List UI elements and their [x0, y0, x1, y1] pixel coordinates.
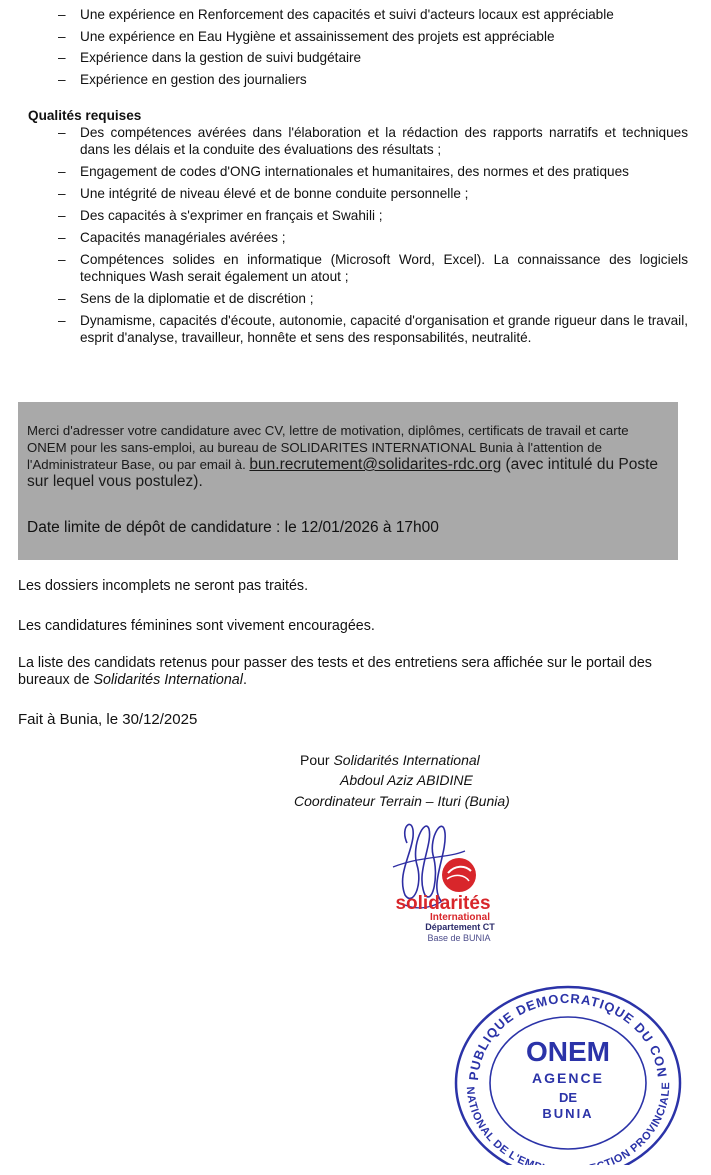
solidarites-logo-stamp — [385, 815, 515, 950]
qualities-list — [58, 124, 688, 351]
list-item: – Engagement de codes d'ONG internationales et humanitaires, des normes et des pratiques — [58, 164, 629, 179]
shortlist-note: La liste des candidats retenus pour passer des tests et des entretiens sera affichée sur le portail des bureaux de Solidarités International. — [18, 655, 652, 688]
signature-pour: Pour Solidarités International — [300, 752, 480, 768]
svg-text:AGENCE: AGENCE — [532, 1070, 604, 1086]
svg-text:Département CT: Département CT — [425, 922, 495, 932]
signatory-title: Coordinateur Terrain – Ituri (Bunia) — [294, 793, 510, 809]
place-date: Fait à Bunia, le 30/12/2025 — [18, 711, 198, 728]
women-note: Les candidatures féminines sont vivement encouragées. — [18, 618, 375, 634]
svg-text:Base de BUNIA: Base de BUNIA — [427, 933, 491, 943]
list-item: – Une expérience en Eau Hygiène et assainissement des projets est appréciable — [58, 28, 555, 44]
onem-stamp — [444, 985, 692, 1165]
application-box — [18, 402, 678, 560]
svg-text:REPUBLIQUE DEMOCRATIQUE DU CON: PUBLIQUE DEMOCRATIQUE DU CON — [465, 990, 670, 1081]
application-instructions: Merci d'adresser votre candidature avec CV, lettre de motivation, diplômes, certificats de travail et carte ONEM pour les sans-emploi, au bureau de SOLIDARITES INTERNATIONAL Bunia à l'attention de l'Administrateur Base, ou par email à. bun.recrutement@solidarites-rdc.org (avec intitulé du Poste sur lequel vous postulez). — [27, 423, 659, 490]
list-item: – Capacités managériales avérées ; — [58, 230, 286, 245]
svg-text:DE: DE — [558, 1090, 578, 1105]
experience-list — [58, 6, 688, 92]
list-item: – Une expérience en Renforcement des capacités et suivi d'acteurs locaux est appréciable — [58, 7, 614, 22]
svg-text:BUNIA: BUNIA — [542, 1106, 594, 1121]
svg-text:solidarités: solidarités — [395, 893, 491, 914]
svg-text:ONEM: ONEM — [526, 1036, 610, 1067]
svg-text:International: International — [429, 912, 491, 923]
list-item: – Dynamisme, capacités d'écoute, autonomie, capacité d'organisation et grande rigueur dans le travail, esprit d'analyse, travailleur, honnête et sens des responsabilités, neutralité. — [58, 313, 688, 345]
signature-scribble-icon — [385, 815, 515, 950]
deadline-text: Date limite de dépôt de candidature : le 12/01/2026 à 17h00 — [27, 519, 439, 536]
signatory-name: Abdoul Aziz ABIDINE — [340, 772, 473, 788]
svg-text:OFFICE NATIONAL DE L'EMPLOI -: NATIONAL DE L'EM TION PROVINCIALE — [463, 1082, 673, 1165]
list-item: – Expérience dans la gestion de suivi budgétaire — [58, 50, 362, 65]
qualities-heading: Qualités requises — [28, 108, 142, 123]
list-item: – Sens de la diplomatie et de discrétion ; — [58, 291, 314, 306]
list-item: – Compétences solides en informatique (Microsoft Word, Excel). La connaissance des logiciels techniques Wash serait également un atout ; — [58, 252, 688, 284]
list-item: – Expérience en gestion des journaliers — [58, 71, 307, 87]
list-item: – Des capacités à s'exprimer en français et Swahili ; — [58, 208, 383, 223]
list-item: – Des compétences avérées dans l'élaboration et la rédaction des rapports narratifs et techniques dans les délais et la conduite des évaluations des résultats ; — [58, 125, 688, 157]
incomplete-note: Les dossiers incomplets ne seront pas traités. — [18, 578, 309, 594]
email-link[interactable]: bun.recrutement@solidarites-rdc.org — [249, 456, 502, 473]
list-item: – Une intégrité de niveau élevé et de bonne conduite personnelle ; — [58, 186, 469, 201]
